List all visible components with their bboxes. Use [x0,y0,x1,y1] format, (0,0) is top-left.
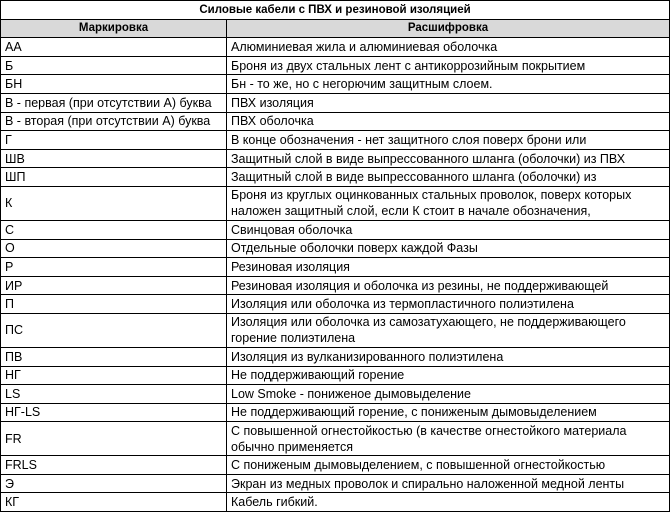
decoding-cell: Кабель гибкий. [227,493,670,512]
title-row [1,1,670,20]
table-row [1,220,670,239]
decoding-cell: Не поддерживающий горение [227,366,670,385]
table-title: Силовые кабели с ПВХ и резиновой изоляцией [1,1,670,20]
table-row [1,186,670,220]
decoding-cell: С повышенной огнестойкостью (в качестве огнестойкого материала обычно применяется [227,422,670,456]
table-row [1,38,670,57]
decoding-cell: ПВХ оболочка [227,112,670,131]
marking-cell: FR [1,422,227,456]
table-row [1,239,670,258]
table-row [1,56,670,75]
decoding-cell: Броня из двух стальных лент с антикоррозийным покрытием [227,56,670,75]
decoding-cell: В конце обозначения - нет защитного слоя поверх брони или [227,131,670,150]
decoding-cell: Защитный слой в виде выпрессованного шланга (оболочки) из ПВХ [227,149,670,168]
decoding-cell: Изоляция или оболочка из самозатухающего, не поддерживающего горение полиэтилена [227,313,670,347]
decoding-cell: Алюминиевая жила и алюминиевая оболочка [227,38,670,57]
header-row [1,19,670,38]
table-row [1,493,670,512]
table-row [1,93,670,112]
marking-cell: ПС [1,313,227,347]
table-row [1,347,670,366]
decoding-cell: Свинцовая оболочка [227,220,670,239]
table-row [1,403,670,422]
marking-cell: Э [1,474,227,493]
marking-cell: ШВ [1,149,227,168]
marking-cell: НГ-LS [1,403,227,422]
marking-cell: К [1,186,227,220]
table-row [1,149,670,168]
decoding-cell: С пониженым дымовыделением, с повышенной огнестойкостью [227,456,670,475]
decoding-column-header: Расшифровка [227,19,670,38]
marking-cell: АА [1,38,227,57]
table-row [1,276,670,295]
decoding-cell: Бн - то же, но с негорючим защитным слоем. [227,75,670,94]
marking-cell: FRLS [1,456,227,475]
table-row [1,295,670,314]
marking-cell: НГ [1,366,227,385]
decoding-cell: Не поддерживающий горение, с пониженым дымовыделением [227,403,670,422]
decoding-cell: Резиновая изоляция [227,258,670,277]
marking-cell: КГ [1,493,227,512]
marking-cell: Р [1,258,227,277]
marking-column-header: Маркировка [1,19,227,38]
table-row [1,112,670,131]
marking-cell: О [1,239,227,258]
table-row [1,456,670,475]
decoding-cell: Экран из медных проволок и спирально наложенной медной ленты [227,474,670,493]
marking-cell: П [1,295,227,314]
marking-cell: С [1,220,227,239]
decoding-cell: Изоляция из вулканизированного полиэтилена [227,347,670,366]
decoding-cell: ПВХ изоляция [227,93,670,112]
marking-cell: ШП [1,168,227,187]
table-row [1,313,670,347]
table-body [1,38,670,512]
decoding-cell: Low Smoke - пониженое дымовыделение [227,385,670,404]
marking-cell: БН [1,75,227,94]
table-row [1,366,670,385]
decoding-cell: Броня из круглых оцинкованных стальных проволок, поверх которых наложен защитный слой, если К стоит в начале обозначения, [227,186,670,220]
table-row [1,75,670,94]
marking-cell: LS [1,385,227,404]
table-row [1,131,670,150]
marking-cell: В - вторая (при отсутствии А) буква [1,112,227,131]
table-row [1,168,670,187]
decoding-cell: Отдельные оболочки поверх каждой Фазы [227,239,670,258]
table-row [1,258,670,277]
marking-cell: Г [1,131,227,150]
marking-cell: Б [1,56,227,75]
decoding-cell: Изоляция или оболочка из термопластичного полиэтилена [227,295,670,314]
marking-cell: В - первая (при отсутствии А) буква [1,93,227,112]
decoding-cell: Защитный слой в виде выпрессованного шланга (оболочки) из [227,168,670,187]
marking-cell: ПВ [1,347,227,366]
decoding-cell: Резиновая изоляция и оболочка из резины, не поддерживающей [227,276,670,295]
table-row [1,422,670,456]
table-row [1,474,670,493]
table-row [1,385,670,404]
marking-cell: ИР [1,276,227,295]
